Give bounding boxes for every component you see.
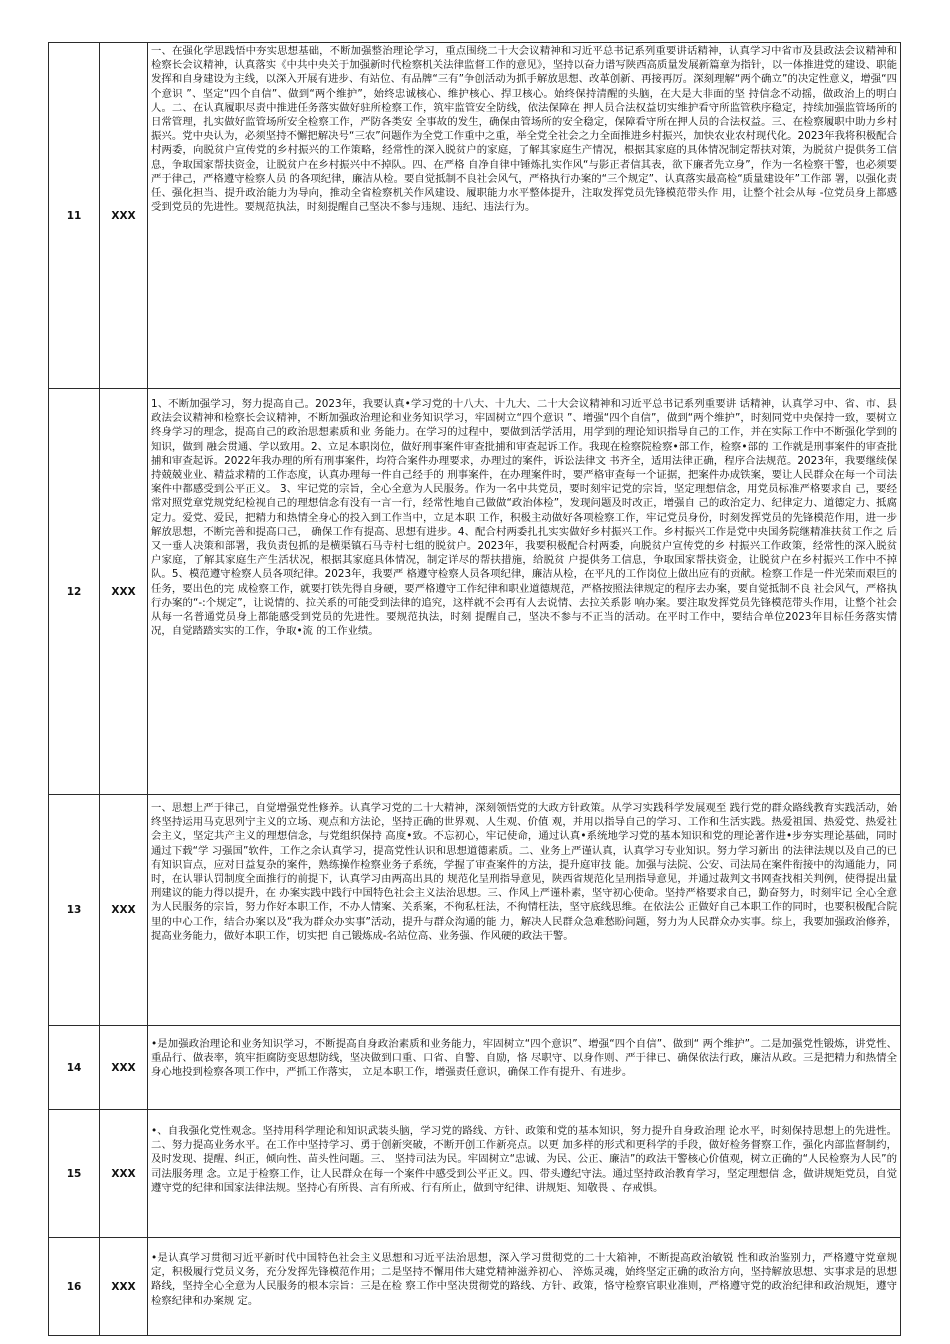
row-number: 16 (49, 1238, 100, 1336)
row-number: 12 (49, 389, 100, 795)
table-row (49, 795, 901, 1026)
table-row (49, 1110, 901, 1238)
table-row (49, 389, 901, 795)
plan-content-cell (148, 795, 901, 1026)
plan-content-cell (148, 43, 901, 389)
plan-content-cell (148, 1026, 901, 1110)
person-name: XXX (100, 1110, 148, 1238)
row-number: 14 (49, 1026, 100, 1110)
plan-content: 一、在强化学思践悟中夯实思想基础，不断加强整治理论学习，重点围绕二十大会议精神和习近平总书记系列重要讲话精神，认真学习中省市及县政法会议精神和检察长会议精神，认真落实《中共中央关于加强新时代检察机关法律监督工作的意见》，坚持以奋力谱写陕西高质量发展新篇章为指针，以一体推进党的建设、职能发挥和自身建设为主线，以深入开展有进步、有站位、有品牌“三有”争创活动为抓手解放思想、改革创新、再接再厉。深刻理解“两个确立”的决定性意义，增强“四个意识 ”、坚定“四个自信”、做到“两个维护”，始终忠诚核心、维护核心、捍卫核心。始终保持清醒的头脑，在大是大非面的坚 持信念不动摇，做政治上的明白人。二、在认真履职尽责中推进任务落实做好驻所检察工作，筑牢监管安全防线，依法保障在 押人员合法权益切实维护看守所监管秩序稳定，持续加强监管场所的日常管理，扎实做好监管场所安全检察工作，严防各类安 全事故的发生，确保由管场所的安全稳定，保障看守所在押人员的合法权益。三、在检察履职中助力乡村振兴。党中央认为，必须坚持不懈把解决号“三农”问题作为全党工作重中之重，举全党全社会之力全面推进乡村振兴，加快农业农村现代化。2023年我将积极配合村两委，向脱贫户宣传党的乡村振兴的工作策略，经常性的深入脱贫户的家庭，了解其家庭生产情况，根据其家庭的具体情况制定帮扶对策，为脱贫户提供务工信息，争取国家帮扶资金，让脱贫户在乡村振兴中不掉队。四、在严格 自净自律中锤炼扎实作风“与影正者信其表，欲下廉者先立身”，作为一名检察干警，也必须要严于律己，严格遵守检察人员 的各项纪律，廉洁从检。要自觉抵制不良社会风气，严格执行办案的“三个规定”、认真落实最高检“质量建设年”工作部 署，以强化责任、强化担当、提升政治能力为导向，推动全省检察机关作风建设、履职能力水平整体提升，注取发挥党员先锋模范带头作 用，让整个社会从每 -位党员身上都感受到党员的先进性。要规范执法，时刻提醒自己坚决不参与违规、违纪、违法行为。 (151, 45, 897, 214)
row-number: 15 (49, 1110, 100, 1238)
person-name: XXX (100, 43, 148, 389)
plan-content: •是加强政治理论和业务知识学习，不断提高自身政治素质和业务能力，牢固树立“四个意识”、增强“四个自信”、做到“ 两个维护”。二是加强党性锻炼，讲党性、重品行、做表率，筑牢拒腐防变思想防线，坚决做到口重、口省、自警、自励，恪 尽职守、以身作则、严于律已、确保依法行政，廉洁从政。三是把精力和热情全身心地投到检察各项工作中，严抓工作落实， 立足本职工作，增强责任意识，确保工作有提升、有进步。 (151, 1038, 897, 1079)
plan-content-cell (148, 1110, 901, 1238)
table-row (49, 1026, 901, 1110)
person-name: XXX (100, 1238, 148, 1336)
table-row (49, 43, 901, 389)
plan-content-cell (148, 389, 901, 795)
work-plan-table (48, 42, 901, 1336)
plan-content: 1、不断加强学习，努力提高自己。2023年，我要认真•学习党的十八大、十九大、二十大会议精神和习近平总书记系列重要讲 话精神，认真学习中、省、市、县政法会议精神和检察长会议精神，不断加强政治理论和业务知识学习，牢固树立“四个意识 ”、增强“四个自信”，做到“两个维护”，时刻同党中央保持一致，要树立终身学习的理念，提高自己的政治思想素质和业 务能力。在学习的过程中，要做到活学活用，用学到的理论知识指导自己的工作，并在实际工作中不断强化学到的知识，做到 融会贯通、学以致用。2、立足本职岗位，做好刑事案件审查批捕和审查起诉工作。我现在检察院检察•部工作，检察•部的 工作就是刑事案件的审查批捕和审查起诉。2022年我办理的所有刑事案件，均符合案件办理要求，办理过的案件，诉讼法律文 书齐全，适用法律正确，程序合法规范。2023年，我要继续保持兢兢业业、精益求精的工作态度，认真办理每一件自己经手的 刑事案件，在办理案件时，要严格审查每一个证据，把案件办成铁案，要让人民群众在每一个司法案件中都感受到公平正义。 3、牢记党的宗旨，全心全意为人民服务。作为一名中共党员，要时刻牢记党的宗旨，坚定理想信念，用党员标准严格要求自 己，要经常对照党章党规党纪检视自己的理想信念有没有一言一行，经常性地自己做做“政治体检”，发现问题及时改正，增强自 己的政治定力、纪律定力、道德定力、抵腐定力。爱党、爱民，把精力和热情全身心的投入到工作当中，立足本职 工作，积极主动做好各项检察工作，牢记党员身份，时刻发挥党员的先锋模范作用，进一步解放思想，不断完善和提高口己， 确保工作有提高、思想有进步。4、配合村两委扎扎实实做好乡村振兴工作。乡村振兴工作是党中央国务院继精准扶贫工作之 后又一垂人决策和部署，我负责包抓的是横渠镇石马寺村七组的脱贫户。2023年，我要积极配合村两委，向脱贫户宣传党的乡 村振兴工作政策，经常性的深入脱贫户家庭，了解其家庭生产生活状况，根据其家庭具体情况，制定详尽的帮扶措施，给脱贫 户提供务工信息，争取国家帮扶资金，让脱贫户在乡村振兴工作中不掉队。5、模范遵守检察人员各项纪律。2023年，我要严 格遵守检察人员各项纪律，廉洁从检，在平凡的工作岗位上做出应有的贡献。检察工作是一件光荣而艰巨的任务，要出色的完 成检察工作，就要打铁先得自身硬，要严格遵守工作纪律和职业道德规范，严格按照法律规定的程序去办案，要自觉抵制不良 社会风气，严格执行办案的“-:个规定”，让说情的、拉关系的可能受到法律的追究，这样就不会再有人去说情、去拉关系影 响办案。要注取发挥党员先锋模范带头作用，让整个社会从每一名普通党员身上都能感受到党员的先进性。要规范执法，时刻 提醒自己，坚决不参与不正当的活动。在平时工作中，要结合单位2023年目标任务落实情况，自觉踏踏实实的工作，争取•流 的工作业绩。 (151, 398, 897, 638)
plan-content: •是认真学习贯彻习近平新时代中国特色社会主义思想和习近平法治思想，深入学习贯彻党的二十大箱神，不断提高政治敏锐 性和政治鉴别力，严格遵守党章规定，积极履行党员义务，充分发挥先锋模范作用；二是坚持不懈用伟大建党精神滋养初心、 淬炼灵魂，始终坚定正确的政治方向，坚持解放思想、实事求是的思想路线，坚持全心全意为人民服务的根本宗旨：三是在检 察工作中坚决贯彻党的路线、方针、政策，恪守检察官职业准则，严格遵守党的政治纪律和政治规矩，遵守检察纪律和办案规 定。 (151, 1252, 897, 1307)
person-name: XXX (100, 1026, 148, 1110)
person-name: XXX (100, 795, 148, 1026)
plan-content: 一、思想上严于律己，自觉增强党性修养。认真学习党的二十大精神，深刻领悟党的大政方针政策。从学习实践科学发展观至 践行党的群众路线教育实践活动，始终坚持运用马克思列宁主义的立场、观点和方法论，坚持正确的世界观、人生观、价值 观，并用以指导自己的学习、工作和生活实践。热爱祖国、热爱党、热爱社会主义，坚定共产主义的理想信念，与党组织保持 高度•致。不忘初心，牢记使命，通过认真•系统地学习党的基本知识和党的理论著作进•步夯实理论基础，同时通过下载“学 习强国”软件，工作之余认真学习，提高党性认识和思想道德素质。二、业务上严谨认真，认真学习专业知识。努力学习新出 的法律法规以及自己的已有知识盲点，应对日益复杂的案件，熟练操作检察业务子系统，学握了审查案件的方法，提升庭审技 能。加强与法院、公安、司法局在案件衔接中的沟通能力，同时，在认罪认罚制度全面推行的前提下，认真学习由两高出具的 规范化呈刑指导意见，陕西省规范化呈刑指导意见，并通过裁判文书网查找相关判例，使得提出量刑建议的能力得以提升，在 办案实践中践行中国特色社会主义法治思想。三、作风上严谨朴素，坚守初心使命。坚持严格要求自己，勤奋努力，时刻牢记 全心全意为人民服务的宗旨，努力作好本职工作，不办人情案、关系案，不徇私枉法，不徇情枉法，坚守底线思维。在依法公 正做好自己本职工作的同时，也要积极配合院里的中心工作，结合办案以及“我为群众办实事”活动，提升与群众沟通的能 力，解决人民群众急难愁盼问题，努力为人民群众办实事。综上，我要加强政治修养，捉高业务能力，做好本职工作，切实把 自己锻炼成-名站位高、业务强、作风硬的政法干警。 (151, 802, 897, 942)
plan-content-cell (148, 1238, 901, 1336)
row-number: 13 (49, 795, 100, 1026)
plan-content: •、自我强化党性观念。坚持用科学理论和知识武装头脑，学习党的路线、方针、政策和党的基本知识，努力提升自身政治理 论水平，时刻保持思想上的先进性。二、努力提高业务水平。在工作中坚持学习、勇于创新突破，不断开创工作新亮点。以更 加多样的形式和更科学的手段，做好检务督察工作，强化内部监督制约，及时发现、提醒、纠正，倾向性、苗头性问题。三、 坚持司法为民。牢固树立“忠诚、为民、公正、廉洁”的政法干警核心价值观，树立正确的“人民检察为人民”的司法服务理 念。立足于检察工作，让人民群众在每一个案件中感受到公平正义。四、带头遵纪守法。通过坚持政治教育学习，坚定理想信 念，做讲规矩党员，自觉遵守党的纪律和国家法律法规。坚持心有所畏、言有所戒、行有所止，做到守纪律、讲规矩、知敬畏 、存戒惧。 (151, 1125, 897, 1194)
person-name: XXX (100, 389, 148, 795)
table-row (49, 1238, 901, 1336)
row-number: 11 (49, 43, 100, 389)
